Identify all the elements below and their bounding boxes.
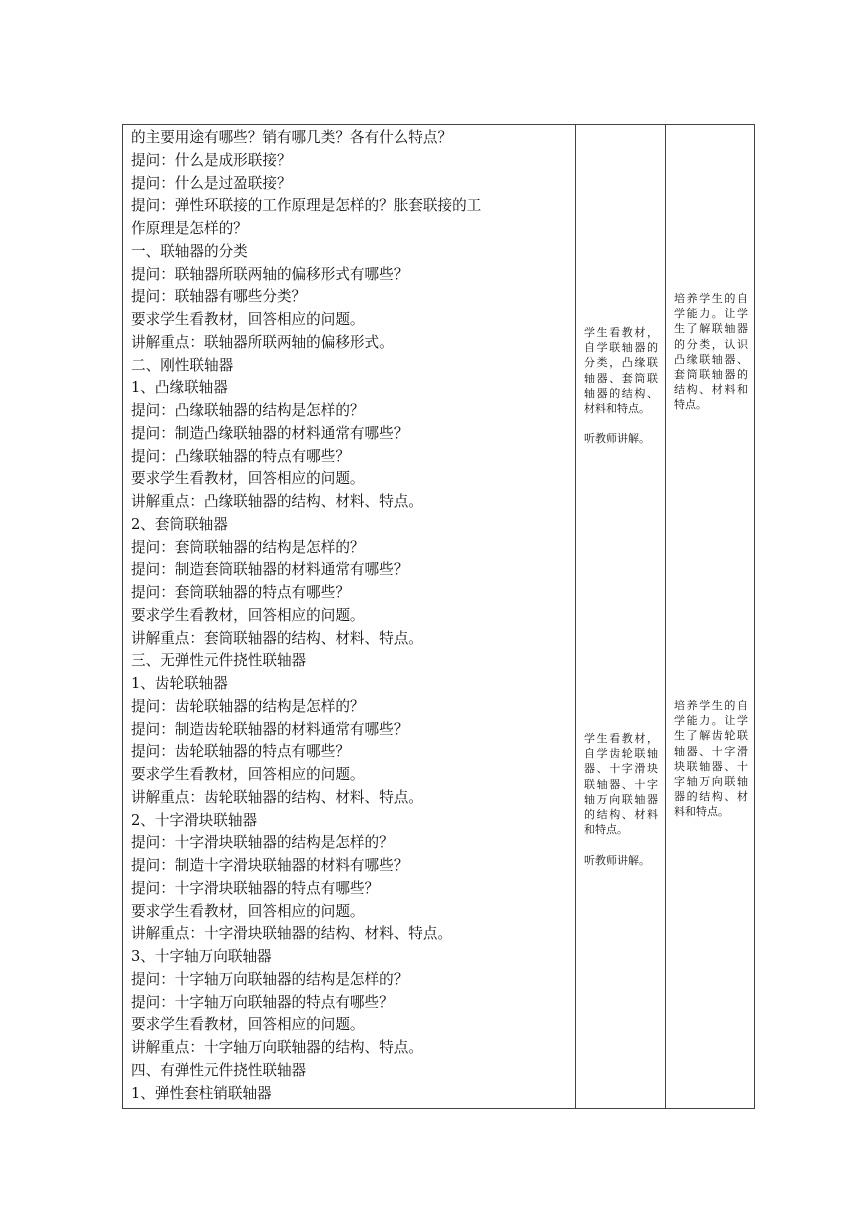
content-line: 1、弹性套柱销联轴器 <box>131 1084 272 1102</box>
content-line: 作原理是怎样的？ <box>131 220 248 237</box>
content-line: 四、有弹性元件挠性联轴器 <box>131 1061 307 1079</box>
content-line: 要求学生看教材，回答相应的问题。 <box>131 311 365 328</box>
content-line: 提问：套筒联轴器的结构是怎样的？ <box>131 538 365 556</box>
content-line: 提问：联轴器所联两轴的偏移形式有哪些？ <box>131 265 409 283</box>
content-line: 要求学生看教材，回答相应的问题。 <box>131 902 365 920</box>
student-activity-listen: 听教师讲解。 <box>584 432 650 446</box>
content-line: 提问：联轴器有哪些分类？ <box>131 288 307 306</box>
content-line: 讲解重点：十字滑块联轴器的结构、材料、特点。 <box>131 925 453 943</box>
content-line: 讲解重点：套筒联轴器的结构、材料、特点。 <box>131 629 423 647</box>
content-line: 提问：凸缘联轴器的特点有哪些？ <box>131 447 350 465</box>
content-line: 提问：十字滑块联轴器的结构是怎样的？ <box>131 834 394 852</box>
content-line: 提问：什么是过盈联接？ <box>131 174 292 192</box>
content-line: 3、十字轴万向联轴器 <box>131 948 272 965</box>
content-line: 提问：弹性环联接的工作原理是怎样的？胀套联接的工 <box>131 197 482 215</box>
content-line: 二、刚性联轴器 <box>131 356 234 374</box>
content-line: 讲解重点：齿轮联轴器的结构、材料、特点。 <box>131 788 423 806</box>
student-activity-cell <box>576 125 666 1109</box>
design-purpose-block-2 <box>674 698 748 820</box>
content-line: 三、无弹性元件挠性联轴器 <box>131 652 307 670</box>
content-line: 讲解重点：十字轴万向联轴器的结构、特点。 <box>131 1039 423 1056</box>
content-line: 提问：凸缘联轴器的结构是怎样的？ <box>131 402 365 419</box>
content-line: 一、联轴器的分类 <box>131 242 248 260</box>
table-row <box>123 125 755 1109</box>
content-line: 讲解重点：联轴器所联两轴的偏移形式。 <box>131 333 394 351</box>
design-purpose-cell <box>666 125 755 1109</box>
content-line: 提问：齿轮联轴器的结构是怎样的？ <box>131 697 365 715</box>
student-activity-text: 学生看教材，自学联轴器的分类，凸缘联轴器、套筒联轴器的结构、材料和特点。 <box>584 326 658 416</box>
content-line: 提问：十字滑块联轴器的特点有哪些？ <box>131 879 380 897</box>
teaching-content-lines <box>131 127 575 1105</box>
student-activity-block-2 <box>584 731 658 868</box>
content-line: 提问：十字轴万向联轴器的结构是怎样的？ <box>131 970 409 988</box>
content-line: 提问：制造齿轮联轴器的材料通常有哪些？ <box>131 720 409 738</box>
student-activity-text: 学生看教材，自学齿轮联轴器、十字滑块联轴器、十字轴万向联轴器的结构、材料和特点。 <box>584 732 658 837</box>
content-line: 1、齿轮联轴器 <box>131 675 228 692</box>
content-line: 提问：什么是成形联接？ <box>131 151 292 169</box>
content-line: 1、凸缘联轴器 <box>131 379 228 397</box>
content-line: 要求学生看教材，回答相应的问题。 <box>131 1016 365 1034</box>
content-line: 提问：套筒联轴器的特点有哪些？ <box>131 584 350 601</box>
content-line: 要求学生看教材，回答相应的问题。 <box>131 766 365 783</box>
content-line: 2、十字滑块联轴器 <box>131 811 258 829</box>
content-line: 提问：十字轴万向联轴器的特点有哪些？ <box>131 993 394 1011</box>
content-line: 提问：齿轮联轴器的特点有哪些？ <box>131 743 350 761</box>
design-purpose-text: 培养学生的自学能力。让学生了解齿轮联轴器、十字滑块联轴器、十字轴万向联轴器的结构、材料和特点。 <box>674 699 748 819</box>
design-purpose-block-1 <box>674 291 748 413</box>
content-line: 的主要用途有哪些？销有哪几类？各有什么特点？ <box>131 129 453 146</box>
content-line: 提问：制造套筒联轴器的材料通常有哪些？ <box>131 561 409 579</box>
content-line: 要求学生看教材，回答相应的问题。 <box>131 470 365 488</box>
teaching-content-cell <box>123 125 576 1109</box>
content-line: 提问：制造十字滑块联轴器的材料有哪些？ <box>131 857 409 874</box>
content-line: 要求学生看教材，回答相应的问题。 <box>131 606 365 624</box>
student-activity-block-1 <box>584 325 658 447</box>
content-line: 2、套筒联轴器 <box>131 515 228 533</box>
lesson-plan-table <box>122 124 755 1109</box>
content-line: 提问：制造凸缘联轴器的材料通常有哪些？ <box>131 424 409 442</box>
student-activity-listen: 听教师讲解。 <box>584 853 650 867</box>
content-line: 讲解重点：凸缘联轴器的结构、材料、特点。 <box>131 493 423 510</box>
design-purpose-text: 培养学生的自学能力。让学生了解联轴器的分类，认识凸缘联轴器、套筒联轴器的结构、材料和特点。 <box>674 292 748 412</box>
